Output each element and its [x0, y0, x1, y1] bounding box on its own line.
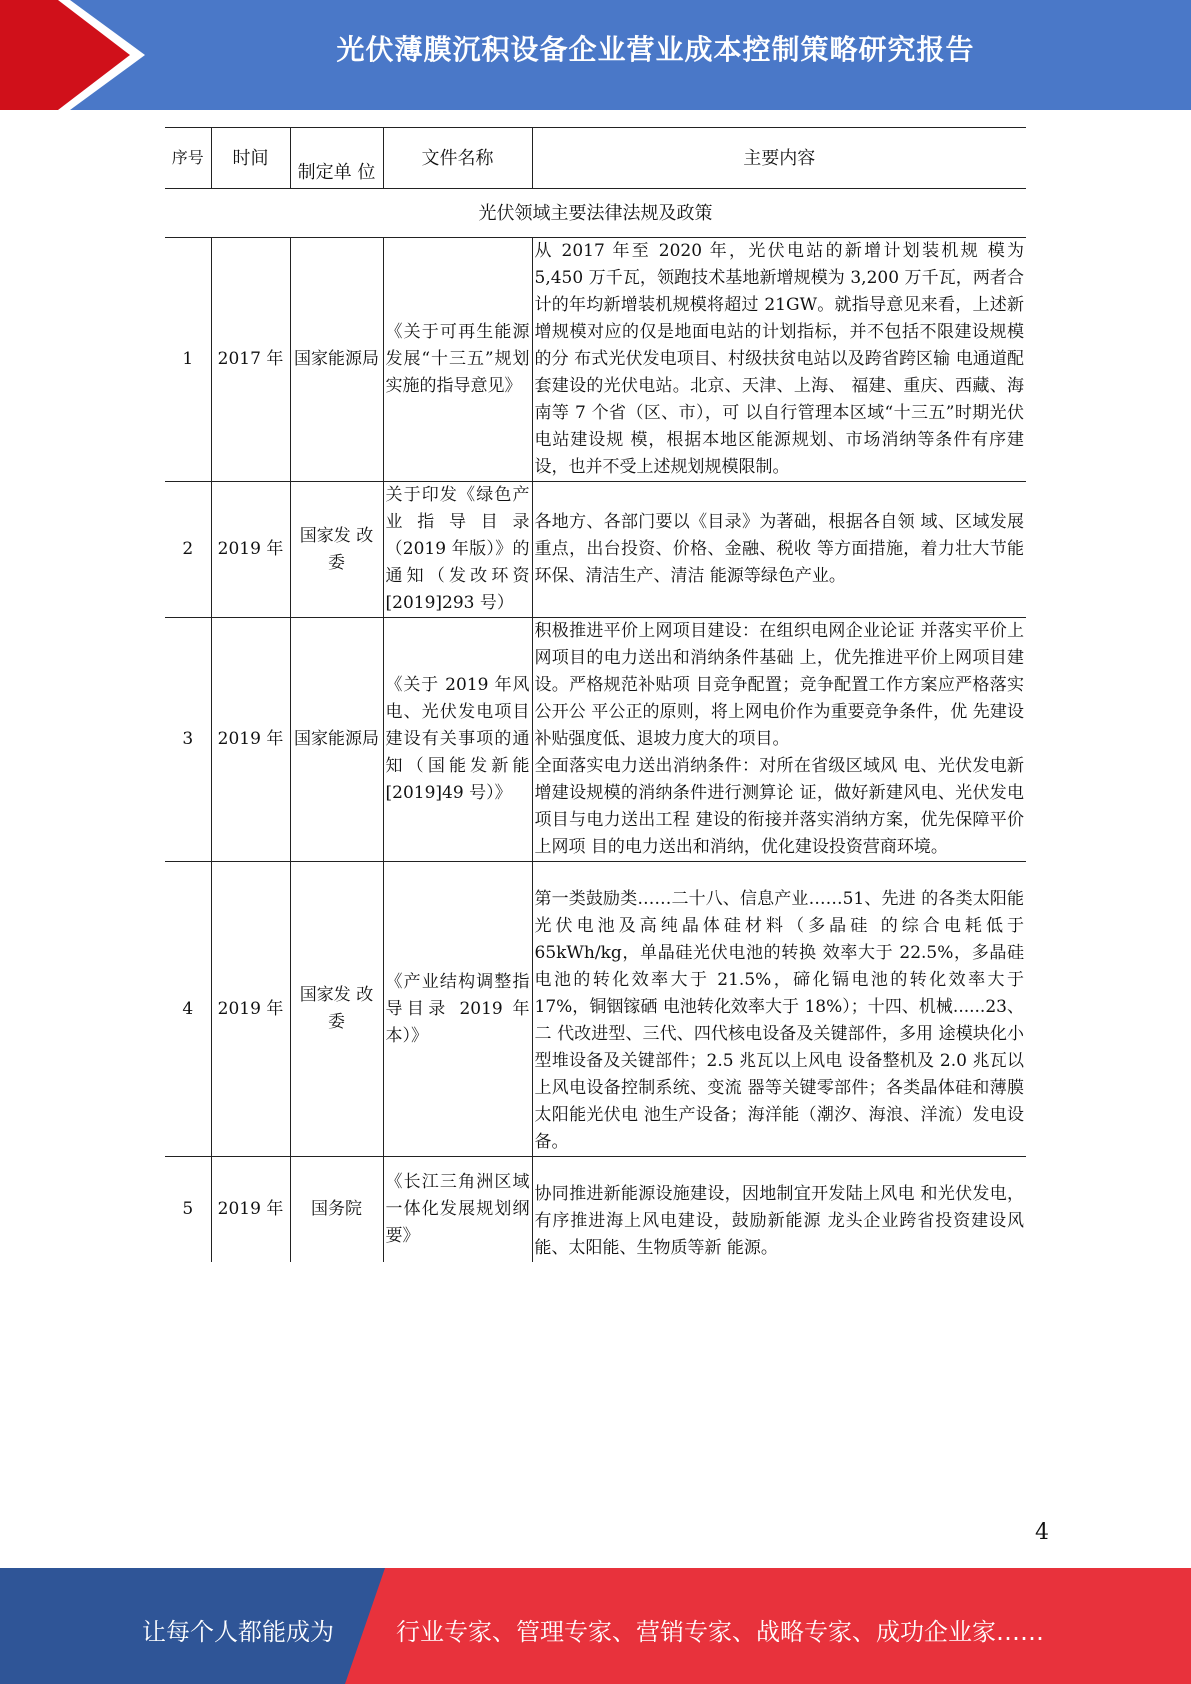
- row-doc: 《关于 2019 年风电、光伏发电项目建设有关事项的通知（国能发新能[2019]49 号）》: [383, 618, 532, 862]
- table-row: [165, 238, 1026, 482]
- col-header-content: 主要内容: [532, 128, 1026, 189]
- row-content: 协同推进新能源设施建设，因地制宜开发陆上风电 和光伏发电，有序推进海上风电建设，鼓励新能源 龙头企业跨省投资建设风能、太阳能、生物质等新 能源。: [534, 1184, 1024, 1258]
- table-row: [165, 1157, 1026, 1263]
- col-header-unit: 制定单 位: [290, 128, 383, 189]
- table-row: [165, 482, 1026, 618]
- row-time: 2019 年: [211, 1157, 290, 1263]
- row-unit: 国务院: [290, 1157, 383, 1263]
- page-header: [0, 0, 1191, 110]
- row-unit: 国家发 改委: [290, 482, 383, 618]
- row-time: 2019 年: [211, 482, 290, 618]
- col-header-doc: 文件名称: [383, 128, 532, 189]
- row-doc: 关于印发《绿色产业指导目录（2019 年版）》的通知（发改环资[2019]293 号）: [383, 482, 532, 618]
- table-row: [165, 862, 1026, 1157]
- row-no: 3: [165, 618, 211, 862]
- row-no: 4: [165, 862, 211, 1157]
- row-content: 各地方、各部门要以《目录》为著础，根据各自领 域、区域发展重点，出台投资、价格、金融、税收 等方面措施，着力壮大节能环保、清洁生产、清洁 能源等绿色产业。: [532, 482, 1026, 618]
- row-unit: 国家发 改委: [290, 862, 383, 1157]
- col-header-seq: 序号: [165, 128, 211, 189]
- policy-table: [165, 127, 1026, 1262]
- row-no: 2: [165, 482, 211, 618]
- page-footer: [0, 1568, 1191, 1684]
- row-time: 2017 年: [211, 238, 290, 482]
- row-content: [532, 618, 1026, 862]
- row-content: 从 2017 年至 2020 年，光伏电站的新增计划装机规 模为 5,450 万千瓦，领跑技术基地新增规模为 3,200 万千瓦，两者合计的年均新增装机规模将超过 21GW。就指导意见来看，上述新增规模对应的仅是地面电站的计划指标，并不包括不限建设规模的分 布式光伏发电项目、村级扶贫电站以及跨省跨区输 电通道配套建设的光伏电站。北京、天津、上海、 福建、重庆、西藏、海南等 7 个省（区、市），可 以自行管理本区域“十三五”时期光伏电站建设规 模，根据本地区能源规划、市场消纳等条件有序建 设，也并不受上述规划规模限制。: [532, 238, 1026, 482]
- row-unit: 国家能源局: [290, 618, 383, 862]
- row-doc: 《长江三角洲区域一体化发展规划纲要》: [383, 1157, 532, 1263]
- report-title: 光伏薄膜沉积设备企业营业成本控制策略研究报告: [336, 33, 975, 66]
- header-chevron-icon: [0, 0, 160, 110]
- row-no: 5: [165, 1157, 211, 1263]
- row-no: 1: [165, 238, 211, 482]
- row-content-part-2: 全面落实电力送出消纳条件：对所在省级区域风 电、光伏发电新增建设规模的消纳条件进行测算论 证，做好新建风电、光伏发电项目与电力送出工程 建设的衔接并落实消纳方案，优先保障平价上网项 目的电力送出和消纳，优化建设投资营商环境。: [534, 756, 1024, 857]
- section-title: 光伏领域主要法律法规及政策: [165, 189, 1026, 238]
- row-content: 第一类鼓励类……二十八、信息产业……51、先进 的各类太阳能光伏电池及高纯晶体硅材料（多晶硅 的综合电耗低于 65kWh/kg，单晶硅光伏电池的转换 效率大于 22.5%，多晶硅电池的转化效率大于 21.5%，碲化镉电池的转化效率大于 17%，铜铟镓硒 电池转化效率大于 18%）；十四、机械......23、二 代改进型、三代、四代核电设备及关键部件，多用 途模块化小型堆设备及关键部件；2.5 兆瓦以上风电 设备整机及 2.0 兆瓦以上风电设备控制系统、变流 器等关键零部件；各类晶体硅和薄膜太阳能光伏电 池生产设备；海洋能（潮汐、海浪、洋流）发电设 备。: [532, 862, 1026, 1157]
- row-doc: 《产业结构调整指导目录 2019 年本）》: [383, 862, 532, 1157]
- table-row: [165, 618, 1026, 862]
- row-doc: 《关于可再生能源发展“十三五”规划实施的指导意见》: [383, 238, 532, 482]
- table-header-row: [165, 128, 1026, 189]
- section-row: [165, 189, 1026, 238]
- footer-slogan-left: 让每个人都能成为: [142, 1618, 334, 1646]
- row-time: 2019 年: [211, 862, 290, 1157]
- page-number: 4: [1035, 1520, 1049, 1545]
- row-unit: 国家能源局: [290, 238, 383, 482]
- col-header-time: 时间: [211, 128, 290, 189]
- row-time: 2019 年: [211, 618, 290, 862]
- row-content-part-1: 积极推进平价上网项目建设：在组织电网企业论证 并落实平价上网项目的电力送出和消纳条件基础 上，优先推进平价上网项目建设。严格规范补贴项 目竞争配置；竞争配置工作方案应严格落实公开公 平公正的原则，将上网电价作为重要竞争条件，优 先建设补贴强度低、退坡力度大的项目。: [534, 621, 1024, 749]
- footer-slogan-right: 行业专家、管理专家、营销专家、战略专家、成功企业家……: [396, 1618, 1044, 1646]
